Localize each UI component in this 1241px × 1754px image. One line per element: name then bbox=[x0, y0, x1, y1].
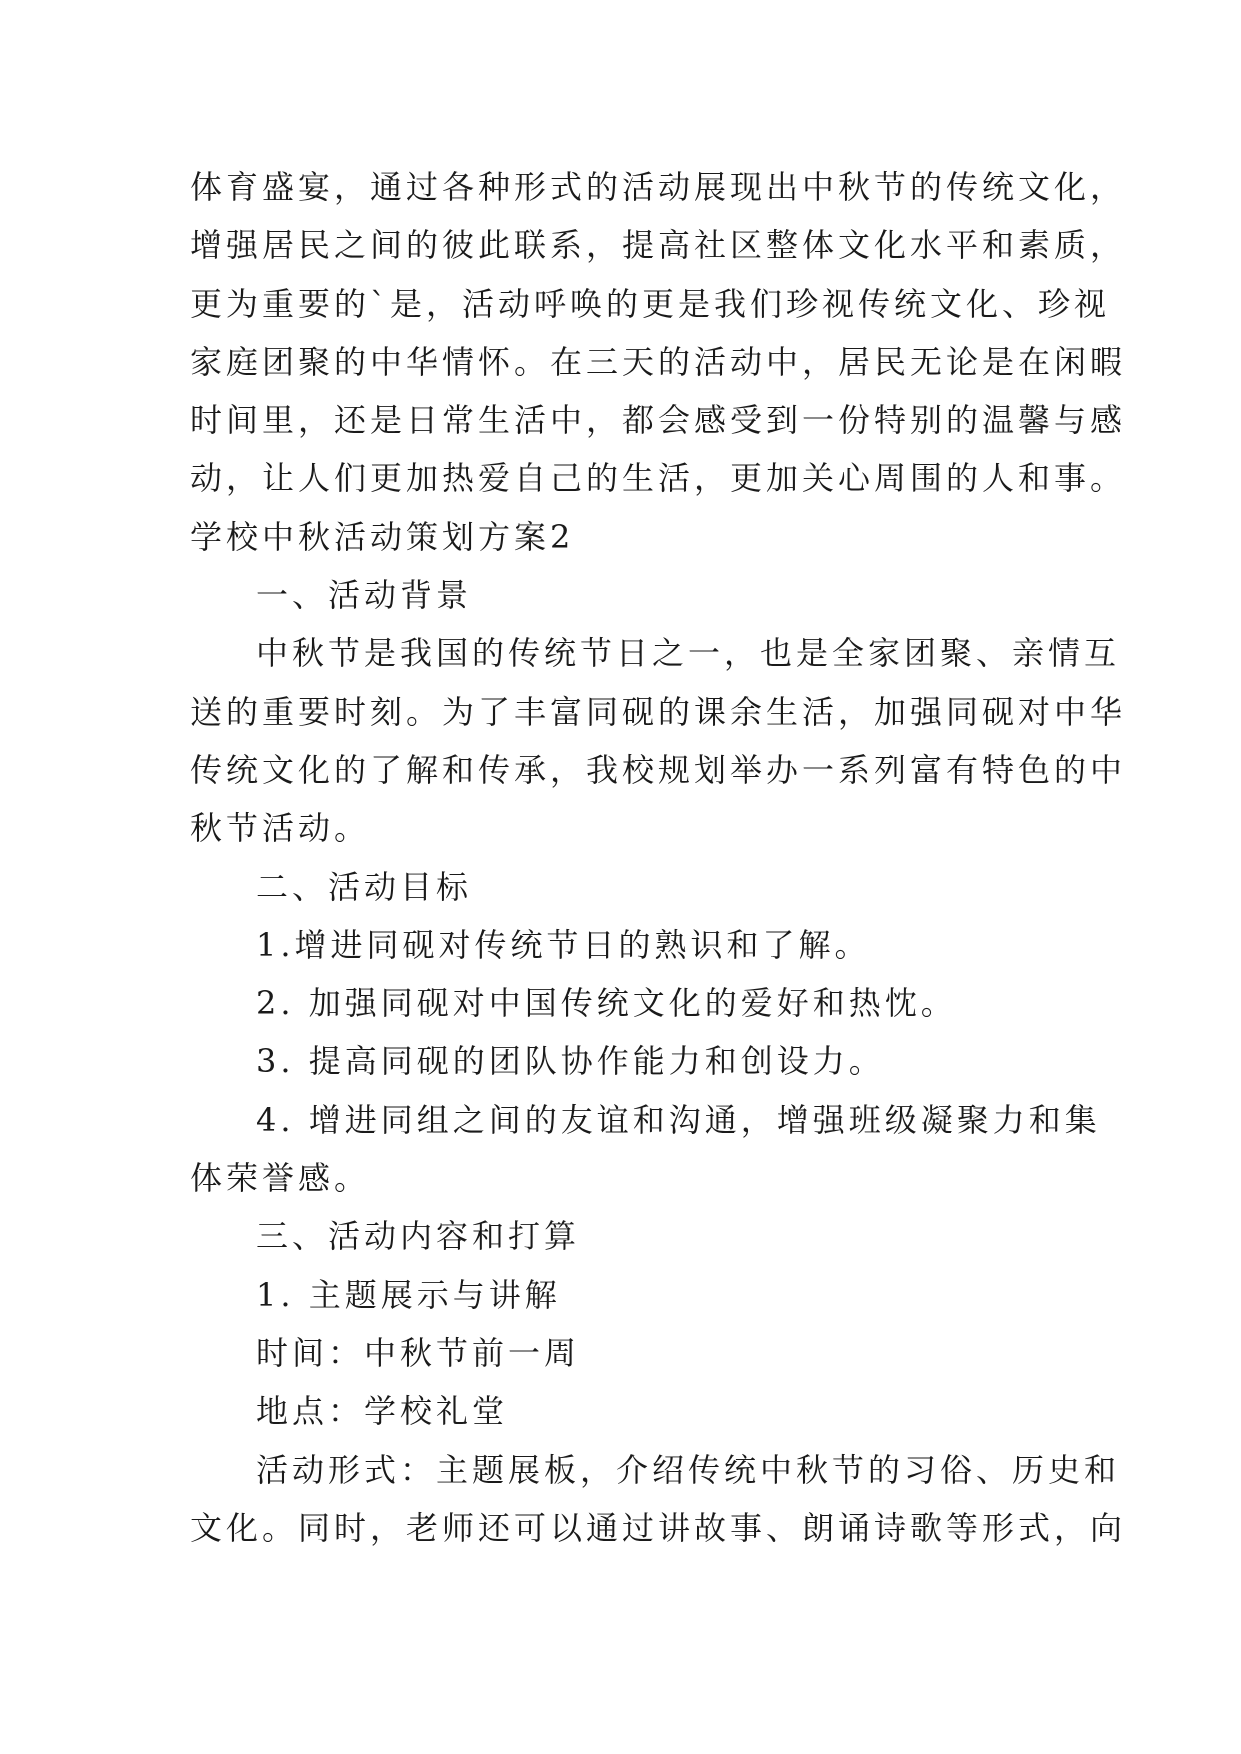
text-line: 体育盛宴，通过各种形式的活动展现出中秋节的传统文化， bbox=[190, 168, 1127, 206]
text-line: 家庭团聚的中华情怀。在三天的活动中，居民无论是在闲暇 bbox=[190, 342, 1127, 381]
list-item: 1. 主题展示与讲解 bbox=[256, 1275, 561, 1314]
detail-location: 地点：学校礼堂 bbox=[256, 1392, 509, 1431]
section-title: 学校中秋活动策划方案2 bbox=[190, 517, 575, 556]
text-line: 体荣誉感。 bbox=[190, 1159, 371, 1198]
list-item: 2. 加强同砚对中国传统文化的爱好和热忱。 bbox=[256, 984, 957, 1023]
detail-format: 活动形式：主题展板，介绍传统中秋节的习俗、历史和 bbox=[256, 1450, 1121, 1489]
text-line: 传统文化的了解和传承，我校规划举办一系列富有特色的中 bbox=[190, 750, 1127, 789]
text-line: 送的重要时刻。为了丰富同砚的课余生活，加强同砚对中华 bbox=[190, 692, 1127, 731]
text-line: 更为重要的`是，活动呼唤的更是我们珍视传统文化、珍视 bbox=[190, 284, 1111, 323]
list-item: 1.增进同砚对传统节日的熟识和了解。 bbox=[256, 925, 871, 964]
heading-goals: 二、活动目标 bbox=[256, 867, 473, 906]
heading-background: 一、活动背景 bbox=[256, 576, 473, 615]
list-item: 3. 提高同砚的团队协作能力和创设力。 bbox=[256, 1042, 885, 1081]
list-item: 4. 增进同组之间的友谊和沟通，增强班级凝聚力和集 bbox=[256, 1100, 1101, 1139]
text-line: 动，让人们更加热爱自己的生活，更加关心周围的人和事。 bbox=[190, 459, 1127, 498]
document-body bbox=[190, 158, 1127, 1557]
text-line: 秋节活动。 bbox=[190, 809, 371, 848]
heading-content: 三、活动内容和打算 bbox=[256, 1217, 581, 1256]
text-line: 文化。同时，老师还可以通过讲故事、朗诵诗歌等形式，向 bbox=[190, 1508, 1127, 1547]
text-line: 增强居民之间的彼此联系，提高社区整体文化水平和素质， bbox=[190, 226, 1127, 265]
text-line: 时间里，还是日常生活中，都会感受到一份特别的温馨与感 bbox=[190, 401, 1127, 440]
text-line: 中秋节是我国的传统节日之一，也是全家团聚、亲情互 bbox=[256, 634, 1121, 673]
detail-time: 时间：中秋节前一周 bbox=[256, 1333, 581, 1372]
